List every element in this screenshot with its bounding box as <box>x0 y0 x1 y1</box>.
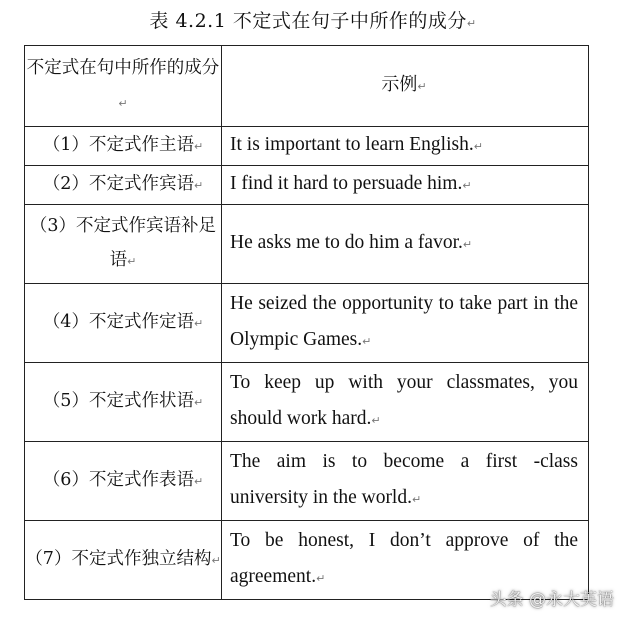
role-cell <box>25 521 222 600</box>
header-role-text: 不定式在句中所作的成分 <box>26 58 220 78</box>
paragraph-mark-icon: ↵ <box>193 179 204 192</box>
role-text: （7）不定式作独立结构 <box>25 549 212 569</box>
table-caption <box>0 6 626 33</box>
table-row <box>25 284 589 363</box>
paragraph-mark-icon: ↵ <box>462 238 473 251</box>
paragraph-mark-icon: ↵ <box>211 554 221 567</box>
example-cell <box>222 442 589 521</box>
role-cell <box>25 363 222 442</box>
table-row <box>25 166 589 205</box>
role-text: （3）不定式作宾语补足语 <box>29 216 217 270</box>
role-cell <box>25 284 222 363</box>
example-cell <box>222 284 589 363</box>
role-text: （1）不定式作主语 <box>42 135 194 155</box>
caption-text: 表 4.2.1 不定式在句子中所作的成分 <box>149 10 467 32</box>
paragraph-mark-icon: ↵ <box>411 493 422 506</box>
example-text: I find it hard to persuade him. <box>230 173 463 194</box>
infinitive-function-table <box>24 45 589 600</box>
example-text: He seized the opportunity to take part in the Olympic Games. <box>230 293 578 350</box>
role-text: （6）不定式作表语 <box>42 470 194 490</box>
role-cell <box>25 127 222 166</box>
example-text: To keep up with your classmates, you should work hard. <box>230 372 578 429</box>
paragraph-mark-icon: ↵ <box>193 475 204 488</box>
example-text: The aim is to become a first -class university in the world. <box>230 451 578 508</box>
header-example-cell <box>222 46 589 127</box>
paragraph-mark-icon: ↵ <box>417 80 427 93</box>
example-cell <box>222 127 589 166</box>
role-cell <box>25 442 222 521</box>
example-text: To be honest, I don’t approve of the agreement. <box>230 530 578 587</box>
example-cell <box>222 363 589 442</box>
role-cell <box>25 166 222 205</box>
example-text: He asks me to do him a favor. <box>230 232 463 253</box>
paragraph-mark-icon: ↵ <box>118 97 128 110</box>
paragraph-mark-icon: ↵ <box>193 396 204 409</box>
example-text: It is important to learn English. <box>230 134 474 155</box>
example-cell <box>222 205 589 284</box>
table-row <box>25 442 589 521</box>
paragraph-mark-icon: ↵ <box>371 414 381 427</box>
paragraph-mark-icon: ↵ <box>316 572 326 585</box>
paragraph-mark-icon: ↵ <box>193 140 204 153</box>
table-header-row <box>25 46 589 127</box>
paragraph-mark-icon: ↵ <box>473 140 483 153</box>
paragraph-mark-icon: ↵ <box>362 335 372 348</box>
paragraph-mark-icon: ↵ <box>462 179 472 192</box>
watermark-label: 头条 @永大英语 <box>489 590 614 610</box>
role-text: （4）不定式作定语 <box>42 312 194 332</box>
paragraph-mark-icon: ↵ <box>127 255 137 268</box>
table-row <box>25 127 589 166</box>
header-example-text: 示例 <box>381 74 418 95</box>
role-cell <box>25 205 222 284</box>
table-row <box>25 363 589 442</box>
table-row <box>25 205 589 284</box>
paragraph-mark-icon: ↵ <box>466 17 477 30</box>
example-cell <box>222 166 589 205</box>
role-text: （2）不定式作宾语 <box>42 174 194 194</box>
role-text: （5）不定式作状语 <box>42 391 194 411</box>
paragraph-mark-icon: ↵ <box>193 317 204 330</box>
header-role-cell <box>25 46 222 127</box>
